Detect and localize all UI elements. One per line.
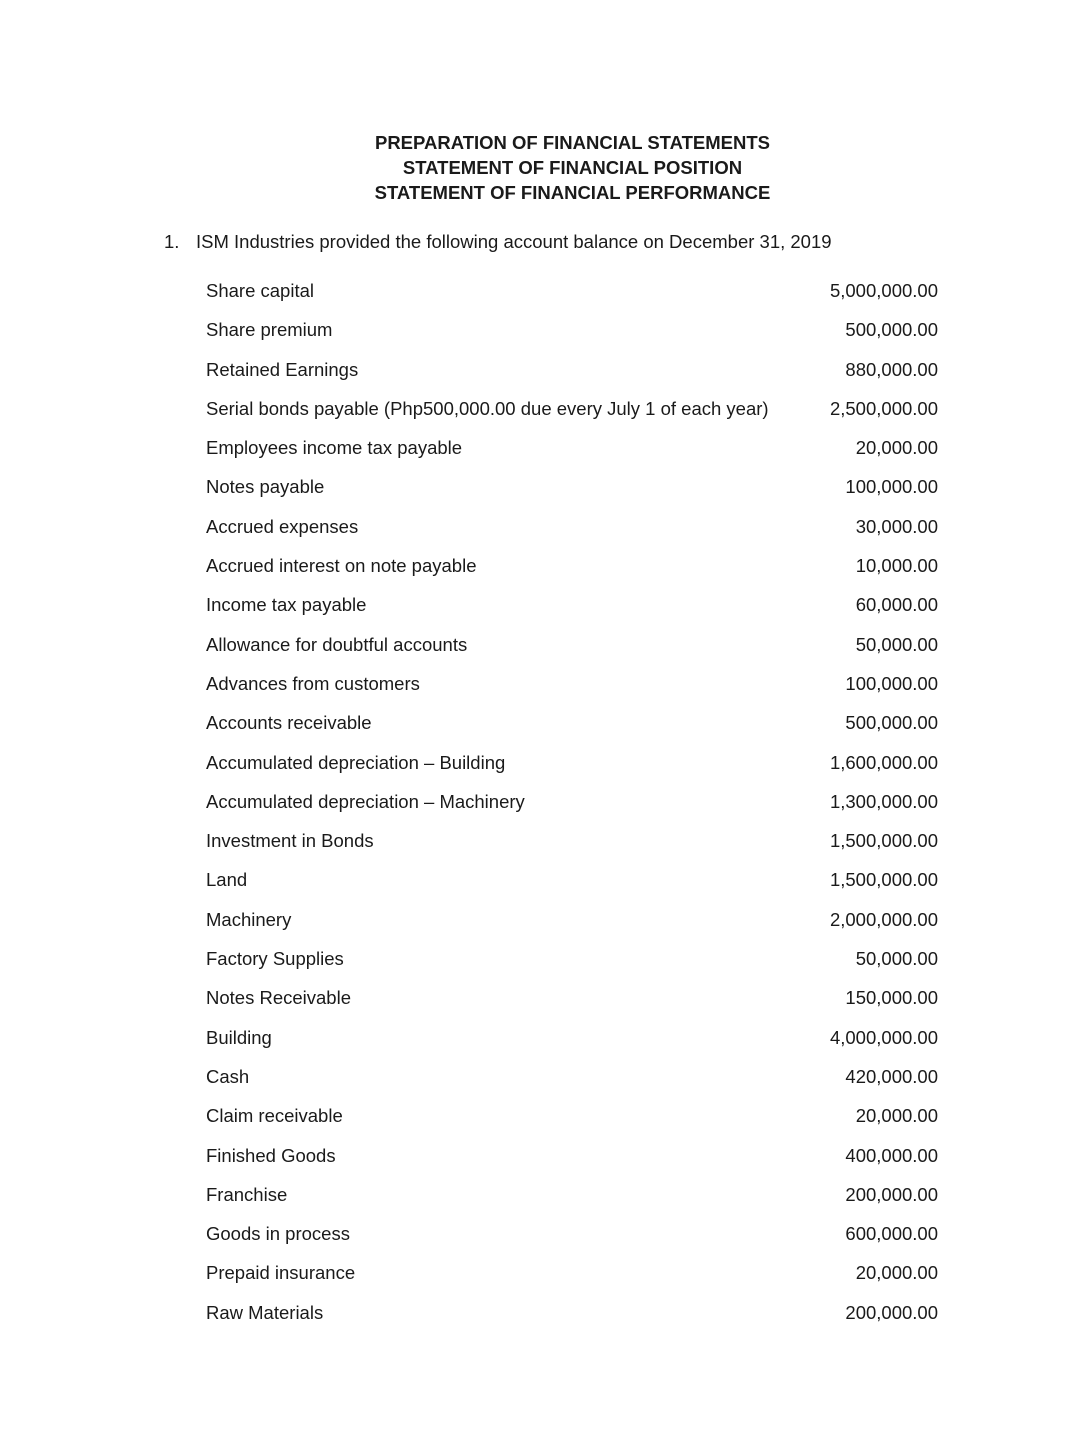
account-amount: 2,000,000.00: [829, 908, 938, 930]
account-amount: 20,000.00: [855, 437, 938, 459]
account-row: [206, 1065, 938, 1089]
account-label: Land: [206, 869, 248, 891]
account-amount: 50,000.00: [855, 633, 938, 655]
account-label: Franchise: [206, 1183, 288, 1205]
title-line-1: PREPARATION OF FINANCIAL STATEMENTS: [374, 132, 770, 153]
account-row: [206, 279, 938, 303]
account-label: Prepaid insurance: [206, 1262, 356, 1284]
account-row: [206, 1026, 938, 1050]
account-row: [206, 1261, 938, 1285]
account-amount: 200,000.00: [845, 1301, 938, 1323]
account-label: Notes payable: [206, 476, 325, 498]
account-amount: 880,000.00: [845, 358, 938, 380]
account-row: [206, 633, 938, 657]
account-balance-list: [206, 279, 938, 1340]
account-label: Building: [206, 1026, 272, 1048]
account-label: Finished Goods: [206, 1144, 336, 1166]
account-label: Goods in process: [206, 1223, 350, 1245]
account-label: Employees income tax payable: [206, 437, 463, 459]
account-row: [206, 986, 938, 1010]
account-row: [206, 790, 938, 814]
question-number: 1.: [164, 231, 180, 252]
account-amount: 1,500,000.00: [829, 830, 938, 852]
account-row: [206, 751, 938, 775]
account-label: Accrued expenses: [206, 515, 359, 537]
account-amount: 20,000.00: [855, 1262, 938, 1284]
account-label: Income tax payable: [206, 594, 367, 616]
account-amount: 10,000.00: [855, 555, 938, 577]
account-label: Accumulated depreciation – Building: [206, 751, 506, 773]
account-label: Accumulated depreciation – Machinery: [206, 790, 525, 812]
account-label: Notes Receivable: [206, 987, 351, 1009]
account-label: Accounts receivable: [206, 712, 372, 734]
account-label: Serial bonds payable (Php500,000.00 due every July 1 of each year): [206, 397, 769, 419]
account-row: [206, 947, 938, 971]
account-amount: 1,300,000.00: [829, 790, 938, 812]
account-row: [206, 672, 938, 696]
account-row: [206, 711, 938, 735]
account-amount: 2,500,000.00: [829, 397, 938, 419]
account-row: [206, 1104, 938, 1128]
account-amount: 100,000.00: [845, 672, 938, 694]
account-amount: 400,000.00: [845, 1144, 938, 1166]
account-amount: 1,600,000.00: [829, 751, 938, 773]
account-amount: 200,000.00: [845, 1183, 938, 1205]
account-amount: 420,000.00: [845, 1065, 938, 1087]
account-row: [206, 1144, 938, 1168]
account-row: [206, 436, 938, 460]
account-label: Machinery: [206, 908, 292, 930]
account-row: [206, 908, 938, 932]
account-label: Factory Supplies: [206, 948, 344, 970]
title-line-2: STATEMENT OF FINANCIAL POSITION: [402, 157, 743, 178]
question-text: ISM Industries provided the following account balance on December 31, 2019: [196, 231, 832, 252]
account-amount: 20,000.00: [855, 1105, 938, 1127]
account-amount: 5,000,000.00: [829, 280, 938, 301]
account-label: Share capital: [206, 280, 314, 301]
account-label: Cash: [206, 1065, 250, 1087]
account-amount: 500,000.00: [845, 319, 938, 341]
account-row: [206, 515, 938, 539]
account-label: Accrued interest on note payable: [206, 555, 477, 577]
account-label: Investment in Bonds: [206, 830, 374, 852]
account-label: Raw Materials: [206, 1301, 324, 1323]
account-label: Allowance for doubtful accounts: [206, 633, 468, 655]
account-label: Share premium: [206, 319, 333, 341]
account-amount: 60,000.00: [855, 594, 938, 616]
account-row: [206, 397, 938, 421]
account-row: [206, 593, 938, 617]
account-row: [206, 829, 938, 853]
account-row: [206, 868, 938, 892]
account-amount: 100,000.00: [845, 476, 938, 498]
account-amount: 30,000.00: [855, 515, 938, 537]
document-titles: [0, 130, 1066, 205]
question-prompt: [164, 229, 832, 254]
account-amount: 1,500,000.00: [829, 869, 938, 891]
account-row: [206, 1301, 938, 1325]
title-line-3: STATEMENT OF FINANCIAL PERFORMANCE: [374, 182, 771, 203]
account-row: [206, 358, 938, 382]
account-row: [206, 1222, 938, 1246]
account-row: [206, 318, 938, 342]
account-label: Advances from customers: [206, 672, 420, 694]
account-label: Claim receivable: [206, 1105, 343, 1127]
account-row: [206, 1183, 938, 1207]
account-amount: 4,000,000.00: [829, 1026, 938, 1048]
account-label: Retained Earnings: [206, 358, 359, 380]
account-row: [206, 554, 938, 578]
account-amount: 600,000.00: [845, 1223, 938, 1245]
account-row: [206, 475, 938, 499]
account-amount: 500,000.00: [845, 712, 938, 734]
account-amount: 50,000.00: [855, 948, 938, 970]
account-amount: 150,000.00: [845, 987, 938, 1009]
